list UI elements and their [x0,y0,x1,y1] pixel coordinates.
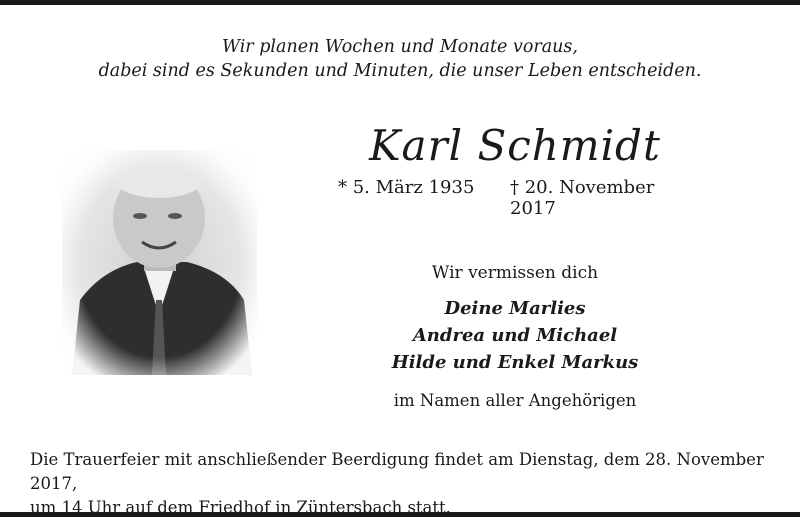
mourners-list [340,295,690,376]
motto-line-1: Wir planen Wochen und Monate voraus, [222,37,578,57]
ceremony-line-1: Die Trauerfeier mit anschließender Beerdigung findet am Dienstag, dem 28. November 2017, [30,450,764,493]
miss-line: Wir vermissen dich [431,263,599,283]
ceremony-info [30,448,790,520]
deceased-name: Karl Schmidt [369,121,661,170]
mourner: Deine Marlies [444,298,586,319]
mourner: Andrea und Michael [412,325,618,346]
ceremony-line-2: um 14 Uhr auf dem Friedhof in Züntersbach statt. [30,498,451,517]
birth-date: * 5. März 1935 [338,177,475,198]
portrait-photo [62,150,257,375]
death-date: † 20. November 2017 [510,177,655,219]
motto-line-2: dabei sind es Sekunden und Minuten, die unser Leben entscheiden. [98,61,702,81]
motto [0,35,800,83]
mourner: Hilde und Enkel Markus [391,352,639,373]
family-line: im Namen aller Angehörigen [393,391,637,410]
